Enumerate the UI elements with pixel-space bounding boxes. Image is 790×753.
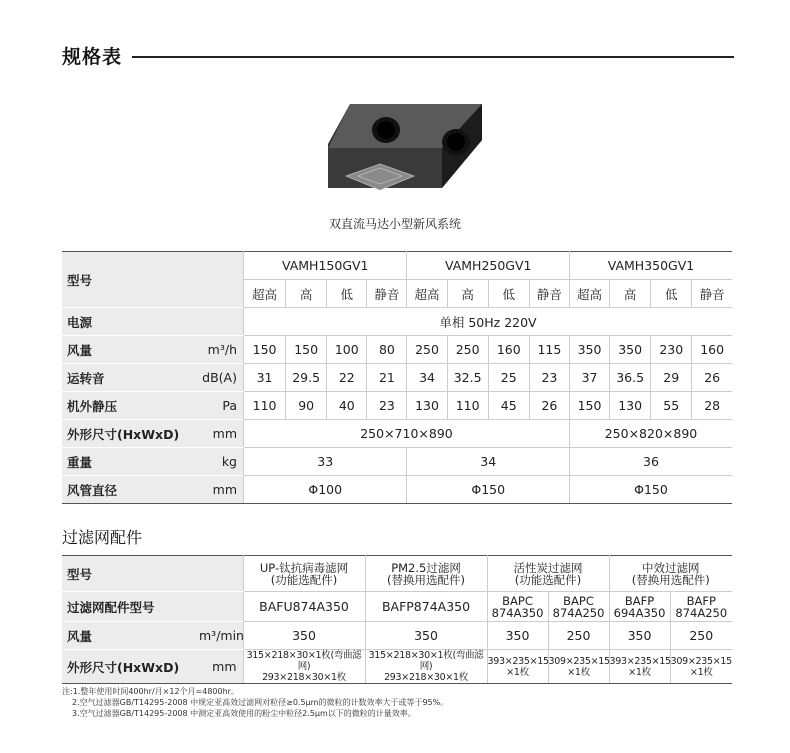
filter-dims-value (243, 650, 365, 684)
pressure-label: 机外静压 (62, 392, 199, 420)
filter-part-number: BAFP874A350 (365, 592, 487, 622)
filter-dims-value (365, 650, 487, 684)
filter-part-number (670, 592, 732, 622)
pressure-unit: Pa (199, 392, 243, 420)
airflow-value: 250 (407, 336, 447, 364)
part-suffix: 874A250 (552, 605, 605, 620)
dimensions-unit: mm (199, 420, 243, 448)
product-image (322, 102, 490, 200)
noise-value: 34 (407, 364, 447, 392)
filter-airflow-value: 350 (365, 622, 487, 650)
noise-value: 29 (651, 364, 692, 392)
speed-label: 高 (447, 280, 488, 308)
model-label: 型号 (62, 252, 244, 308)
noise-value: 37 (569, 364, 609, 392)
pressure-value: 26 (529, 392, 569, 420)
power-label: 电源 (62, 308, 244, 336)
noise-value: 21 (367, 364, 407, 392)
filter-type-note: (替换用选配件) (387, 572, 465, 587)
dims-line: 309×235×15 (670, 655, 732, 667)
noise-value: 25 (488, 364, 529, 392)
pressure-value: 40 (327, 392, 367, 420)
dimensions-value: 250×710×890 (244, 420, 570, 448)
power-value: 单相 50Hz 220V (244, 308, 733, 336)
speed-label: 静音 (529, 280, 569, 308)
filter-dims-row (62, 650, 732, 684)
weight-label: 重量 (62, 448, 199, 476)
speed-label: 超高 (244, 280, 286, 308)
part-suffix: 874A250 (675, 605, 728, 620)
dims-line: 315×218×30×1枚(弯曲滤网) (368, 650, 484, 672)
part-prefix: BAFP (686, 593, 716, 608)
spec-table (62, 251, 732, 504)
airflow-value: 115 (529, 336, 569, 364)
filter-part-number (609, 592, 670, 622)
filter-airflow-value: 350 (243, 622, 365, 650)
noise-label: 运转音 (62, 364, 199, 392)
dims-line: ×1枚 (506, 666, 529, 678)
part-suffix: 874A350 (491, 605, 544, 620)
airflow-value: 350 (610, 336, 651, 364)
airflow-value: 160 (692, 336, 732, 364)
footnote: 3.空气过滤器GB/T14295-2008 中测定亚高效使用的粉尘中粒径2.5μm以下的微粒的计量效率。 (72, 709, 416, 718)
filter-airflow-value: 350 (609, 622, 670, 650)
airflow-value: 150 (244, 336, 286, 364)
footnotes (62, 686, 448, 719)
filter-type (365, 556, 487, 592)
part-prefix: BAPC (563, 593, 594, 608)
filter-model-label: 型号 (62, 556, 243, 592)
dims-line: ×1枚 (689, 666, 713, 678)
dims-line: 293×218×30×1枚 (384, 672, 468, 683)
speed-label: 高 (610, 280, 651, 308)
filter-type (609, 556, 732, 592)
airflow-label: 风量 (62, 336, 199, 364)
airflow-value: 350 (569, 336, 609, 364)
filter-part-number (548, 592, 609, 622)
weight-unit: kg (199, 448, 243, 476)
pressure-value: 110 (447, 392, 488, 420)
filter-dims-value (670, 650, 732, 684)
title-divider (132, 56, 734, 58)
filter-type-name: UP-钛抗病毒滤网 (259, 560, 349, 575)
pressure-value: 28 (692, 392, 732, 420)
filter-type (243, 556, 365, 592)
part-suffix: 694A350 (613, 605, 666, 620)
pressure-value: 150 (569, 392, 609, 420)
filter-airflow-value: 350 (487, 622, 548, 650)
speed-label: 低 (327, 280, 367, 308)
pressure-value: 110 (244, 392, 286, 420)
filter-type-name: PM2.5过滤网 (391, 560, 461, 575)
weight-value: 34 (407, 448, 569, 476)
noise-value: 32.5 (447, 364, 488, 392)
noise-value: 36.5 (610, 364, 651, 392)
airflow-row (62, 336, 732, 364)
filter-type-name: 中效过滤网 (642, 560, 700, 575)
pressure-value: 45 (488, 392, 529, 420)
pressure-value: 130 (610, 392, 651, 420)
spec-model-row (62, 252, 732, 280)
filter-dims-value (609, 650, 670, 684)
model-name: VAMH150GV1 (244, 252, 407, 280)
duct-value: Φ150 (407, 476, 569, 504)
dims-line: 309×235×15 (548, 655, 610, 667)
filter-type-note: (替换用选配件) (631, 572, 710, 587)
product-caption: 双直流马达小型新风系统 (328, 217, 461, 231)
noise-value: 31 (244, 364, 286, 392)
speed-label: 超高 (407, 280, 447, 308)
filter-airflow-unit: m³/min (199, 622, 243, 650)
noise-value: 22 (327, 364, 367, 392)
airflow-value: 230 (651, 336, 692, 364)
airflow-value: 160 (488, 336, 529, 364)
airflow-unit: m³/h (199, 336, 243, 364)
filter-dims-unit: mm (199, 650, 243, 684)
dims-line: ×1枚 (628, 666, 651, 678)
weight-value: 36 (569, 448, 732, 476)
pressure-row (62, 392, 732, 420)
airflow-value: 250 (447, 336, 488, 364)
filter-airflow-value: 250 (670, 622, 732, 650)
filter-part-number (487, 592, 548, 622)
filter-airflow-label: 风量 (62, 622, 199, 650)
duct-unit: mm (199, 476, 243, 504)
filter-table (62, 555, 732, 684)
dimensions-value: 250×820×890 (569, 420, 732, 448)
speed-label: 低 (488, 280, 529, 308)
model-name: VAMH250GV1 (407, 252, 569, 280)
filter-type (487, 556, 609, 592)
airflow-value: 150 (286, 336, 327, 364)
duct-row (62, 476, 732, 504)
dims-line: ×1枚 (567, 666, 590, 678)
airflow-value: 80 (367, 336, 407, 364)
weight-value: 33 (244, 448, 407, 476)
part-prefix: BAFP (624, 593, 655, 608)
noise-row (62, 364, 732, 392)
page-title: 规格表 (62, 46, 123, 68)
filter-dims-value (548, 650, 609, 684)
filter-type-note: (功能选配件) (514, 572, 582, 587)
footnote: 2.空气过滤器GB/T14295-2008 中规定亚高效过滤网对粒径≥0.5μm的微粒的计数效率大于或等于95%。 (72, 698, 449, 707)
filter-part-number: BAFU874A350 (243, 592, 365, 622)
filter-airflow-row (62, 622, 732, 650)
filter-part-row (62, 592, 732, 622)
dims-line: 393×235×15 (487, 655, 549, 667)
model-name: VAMH350GV1 (569, 252, 732, 280)
dimensions-row (62, 420, 732, 448)
filter-type-row (62, 556, 732, 592)
speed-label: 高 (286, 280, 327, 308)
power-row (62, 308, 732, 336)
dims-line: 293×218×30×1枚 (262, 672, 346, 683)
footnote: 注:1.整年使用时间400hr/月×12个月=4800hr。 (62, 687, 239, 696)
noise-value: 26 (692, 364, 732, 392)
speed-label: 超高 (569, 280, 609, 308)
duct-value: Φ150 (569, 476, 732, 504)
noise-unit: dB(A) (199, 364, 243, 392)
filter-dims-label: 外形尺寸(HxWxD) (62, 650, 199, 684)
pressure-value: 90 (286, 392, 327, 420)
pressure-value: 23 (367, 392, 407, 420)
filter-part-label: 过滤网配件型号 (62, 592, 243, 622)
filter-type-note: (功能选配件) (270, 572, 338, 587)
pressure-value: 55 (651, 392, 692, 420)
filter-airflow-value: 250 (548, 622, 609, 650)
duct-label: 风管直径 (62, 476, 199, 504)
pressure-value: 130 (407, 392, 447, 420)
part-prefix: BAPC (502, 593, 533, 608)
dimensions-label: 外形尺寸(HxWxD) (62, 420, 199, 448)
weight-row (62, 448, 732, 476)
duct-value: Φ100 (244, 476, 407, 504)
speed-label: 静音 (692, 280, 732, 308)
airflow-value: 100 (327, 336, 367, 364)
noise-value: 23 (529, 364, 569, 392)
filter-section-title: 过滤网配件 (62, 528, 143, 547)
filter-type-name: 活性炭过滤网 (513, 560, 583, 575)
noise-value: 29.5 (286, 364, 327, 392)
speed-label: 低 (651, 280, 692, 308)
dims-line: 393×235×15 (609, 655, 671, 667)
speed-label: 静音 (367, 280, 407, 308)
dims-line: 315×218×30×1枚(弯曲滤网) (246, 650, 362, 672)
filter-dims-value (487, 650, 548, 684)
